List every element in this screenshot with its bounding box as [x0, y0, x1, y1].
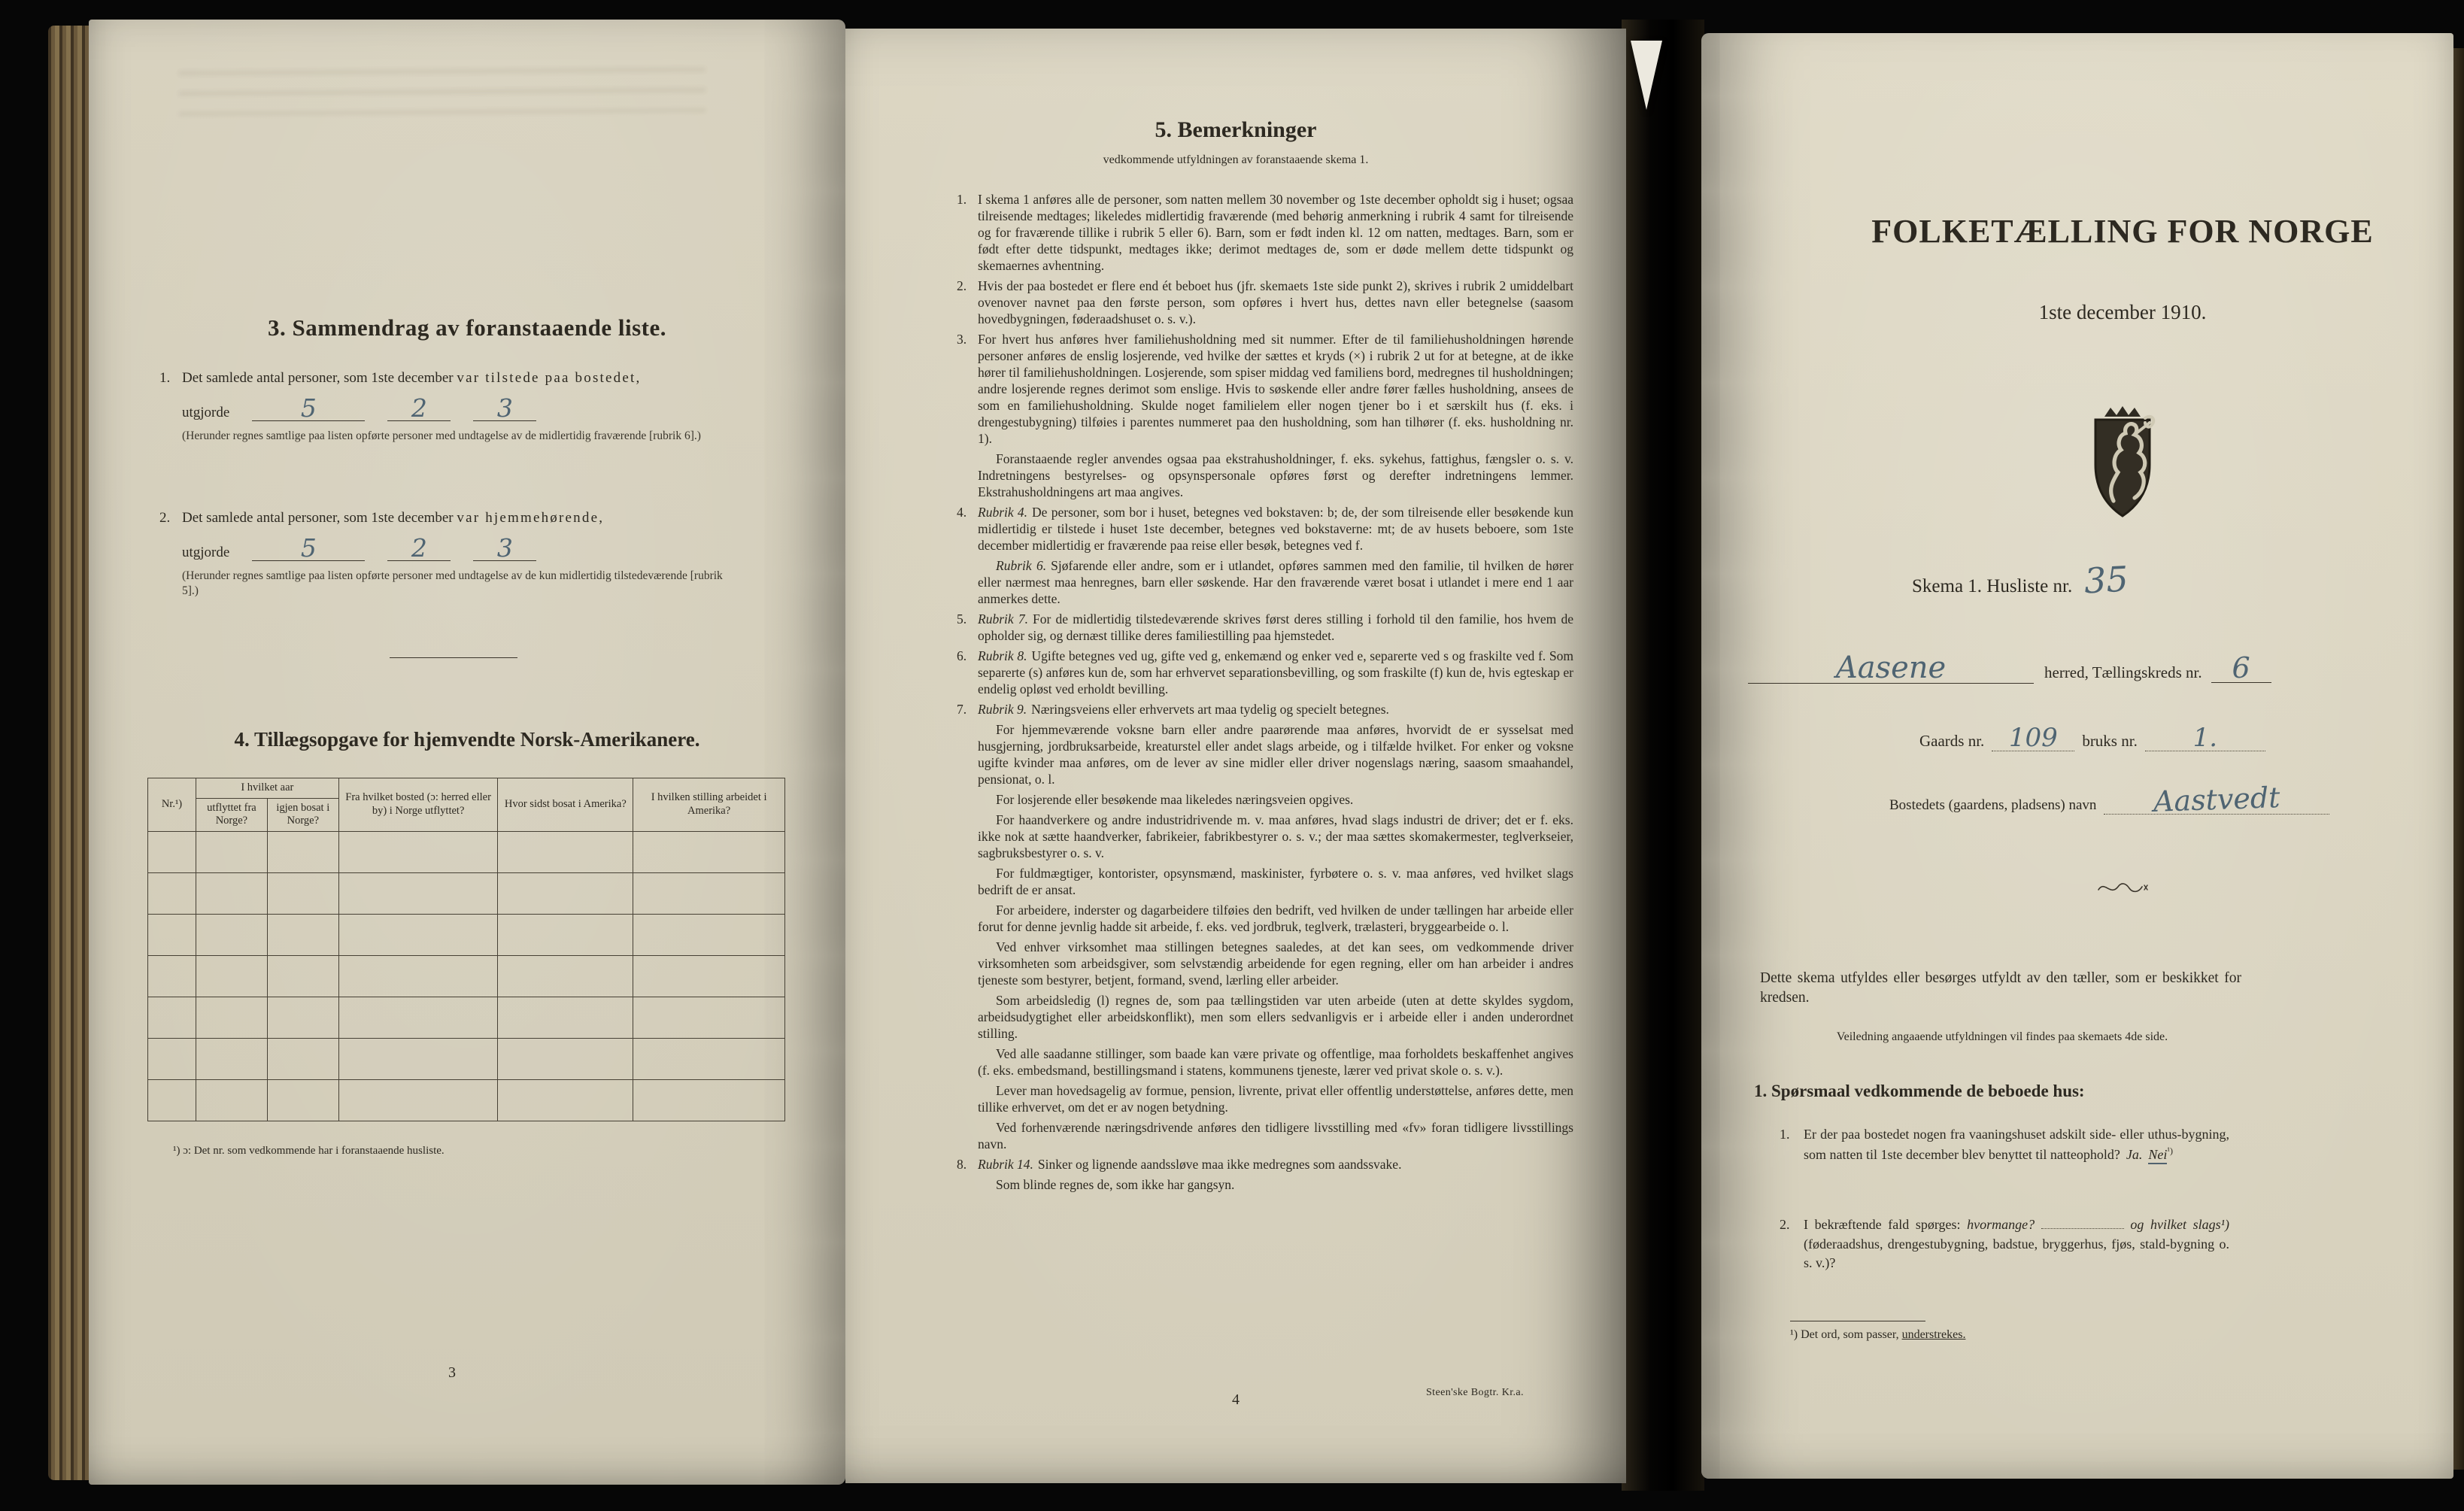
empty-cell — [267, 956, 338, 997]
col-header-year-back: igjen bosat i Norge? — [267, 798, 338, 831]
empty-cell — [633, 1039, 785, 1080]
empty-cell — [148, 873, 196, 915]
right-page — [1701, 33, 2453, 1479]
col-header-where: Hvor sidst bosat i Amerika? — [498, 778, 633, 832]
remark-paragraph — [955, 451, 1573, 500]
remark-paragraph — [955, 939, 1573, 988]
footnote-marker: ¹) — [2167, 1145, 2173, 1156]
table-row — [148, 956, 785, 997]
table-header — [148, 778, 785, 832]
empty-cell — [338, 997, 498, 1039]
remark-paragraph — [955, 791, 1573, 808]
remarks-heading: 5. Bemerkninger — [1155, 117, 1317, 142]
remark-text: Lever man hovedsagelig av formue, pension, livrente, privat eller offentlig understøttelse, anføres dette, men tillike erhvervet, om det er av nogen betydning. — [978, 1083, 1573, 1115]
empty-cell — [633, 997, 785, 1039]
remark-text: Ved alle saadanne stillinger, som baade kan være private og offentlige, maa forholdets beskaffenhet angives (f. eks. embedsmand, bestillingsmand i statens, kommunens tjeneste, lærer ved privat skole o. s. v.). — [978, 1046, 1573, 1078]
empty-cell — [267, 873, 338, 915]
empty-cell — [338, 873, 498, 915]
remarks-list — [955, 191, 1573, 1197]
footnote-underlined-word: understrekes. — [1901, 1328, 1966, 1341]
bruk-label: bruks nr. — [2082, 732, 2138, 750]
table-row — [148, 915, 785, 956]
norsk-amerikanere-table — [147, 778, 785, 1121]
empty-cell — [267, 832, 338, 873]
bookmark-wedge — [1631, 41, 1662, 110]
remark-paragraph — [955, 1119, 1573, 1152]
empty-cell — [633, 915, 785, 956]
handwritten-bosted-name: Aastvedt — [2153, 781, 2281, 818]
question-number: 1. — [1780, 1127, 1790, 1142]
col-header-occupation: I hvilken stilling arbeidet i Amerika? — [633, 778, 785, 832]
remark-paragraph — [955, 648, 1573, 697]
handwritten-kreds-number: 6 — [2232, 651, 2250, 684]
remark-number: 4. — [957, 505, 967, 520]
utgjorde-label: utgjorde — [182, 545, 230, 560]
remark-number: 6. — [957, 648, 967, 663]
remark-paragraph — [955, 557, 1573, 607]
item-number: 2. — [159, 510, 171, 526]
handwritten-gaard-number: 109 — [2008, 723, 2058, 753]
empty-cell — [196, 956, 267, 997]
empty-cell — [633, 832, 785, 873]
empty-cell — [196, 997, 267, 1039]
husliste-label: Husliste nr. — [1986, 576, 2073, 596]
men-blank — [387, 533, 451, 563]
remark-text: Ved enhver virksomhet maa stillingen betegnes saaledes, at det kan sees, om vedkommende driver virksomheten som arbeidsgiver, som selvstændig arbeidende for egen regning, eller om han arbeider i andres tjeneste som bestyrer, betjent, formand, svend, lærling eller arbeider. — [978, 939, 1573, 988]
bosted-row — [1889, 781, 2329, 818]
remark-paragraph — [955, 812, 1573, 861]
handwritten-husliste-number: 35 — [2083, 558, 2130, 602]
footnote — [1790, 1328, 1965, 1342]
norway-lion-icon — [2074, 405, 2171, 523]
remark-number: 1. — [957, 192, 967, 207]
handwritten-herred: Aasene — [1835, 651, 1947, 685]
remarks-subheading: vedkommende utfyldningen av foranstaaende skema 1. — [1103, 153, 1369, 166]
col-header-year-out: utflyttet fra Norge? — [196, 798, 267, 831]
empty-cell — [196, 1039, 267, 1080]
remark-paragraph — [955, 865, 1573, 898]
item-text: Det samlede antal personer, som 1ste december — [182, 510, 454, 526]
empty-cell — [267, 997, 338, 1039]
remark-number: 3. — [957, 332, 967, 347]
empty-cell — [498, 873, 633, 915]
remark-text: For haandverkere og andre industridrivende m. v. maa anføres, hvad slags industri de driver; det er f. eks. ikke nok at sætte haandverker, fabrikeier, fabrikbestyrer o. s. v.; der maa sættes skomakermester, teglverkseier, sagbruksbestyrer o. s. v. — [978, 812, 1573, 860]
handwritten-women: 3 — [496, 393, 513, 423]
empty-cell — [633, 956, 785, 997]
schema-label — [1912, 576, 2072, 597]
bruk-blank — [2145, 725, 2265, 751]
questions-heading-text: Spørsmaal vedkommende de beboede hus: — [1771, 1082, 2085, 1100]
remark-text: De personer, som bor i huset, betegnes ved bokstaven: b; de, der som tilreisende eller besøkende kun midlertidig er tilstede i huset 1ste december, betegnes ved bokstaverne: mt; de av husets beboere, som 1ste december midlertidig er fraværende paa reise eller besøk, betegnes ved f. — [978, 505, 1573, 553]
question-1 — [1780, 1125, 2229, 1164]
remark-text: Som arbeidsledig (l) regnes de, som paa tællingstiden var uten arbeide (uten at dette skyldes sygdom, arbeidsudygtighet eller arbeidskonflikt), men som ellers sedvanligvis er i arbeide eller i anden underordnet stilling. — [978, 993, 1573, 1041]
empty-cell — [148, 832, 196, 873]
handwritten-total: 5 — [300, 393, 317, 423]
empty-cell — [633, 1080, 785, 1121]
col-header-from: Fra hvilket bosted (ɔ: herred eller by) i Norge utflyttet? — [338, 778, 498, 832]
summary-heading: 3. Sammendrag av foranstaaende liste. — [268, 314, 666, 341]
instruction-text: Dette skema utfyldes eller besørges utfyldt av den tæller, som er beskikket for kredsen. — [1760, 970, 2241, 1006]
footnote-text: ¹) Det ord, som passer, — [1790, 1328, 1902, 1341]
question-text: I bekræftende fald spørges: — [1804, 1217, 1968, 1232]
remark-text: Ugifte betegnes ved ug, gifte ved g, enkemænd og enker ved e, separerte ved s og fraskilte ved f. Som separerte (s) anføres kun de, som har erhvervet separationsbevilling, og som fraskilte (f) kun de, hvis egteskap er endelig opløst ved erholdt bevilling. — [978, 648, 1573, 696]
bosted-label: Bostedets (gaardens, pladsens) navn — [1889, 797, 2097, 813]
remark-number: 2. — [957, 278, 967, 293]
remark-paragraph — [955, 721, 1573, 787]
remark-paragraph — [955, 902, 1573, 935]
questions-heading — [1754, 1082, 2085, 1101]
hvilket-slags-label: og hvilket slags¹) — [2130, 1217, 2230, 1232]
table-row — [148, 832, 785, 873]
remark-rubrik-label: Rubrik 14. — [978, 1157, 1033, 1172]
page-number-middle: 4 — [1232, 1391, 1240, 1408]
table-row — [148, 1080, 785, 1121]
gaard-row — [1919, 725, 2265, 751]
kreds-blank — [2211, 651, 2271, 684]
col-header-nr: Nr.¹) — [148, 778, 196, 832]
coat-of-arms — [1784, 405, 2453, 527]
questions-heading-number: 1. — [1754, 1082, 1768, 1100]
table-row — [148, 997, 785, 1039]
page-edges-left — [48, 26, 90, 1480]
remark-paragraph — [955, 331, 1573, 447]
remark-number: 7. — [957, 702, 967, 717]
middle-page — [845, 29, 1626, 1483]
utgjorde-label: utgjorde — [182, 405, 230, 420]
ja-option: Ja. — [2126, 1146, 2143, 1162]
empty-cell — [338, 1080, 498, 1121]
herred-blank — [1748, 653, 2034, 684]
remark-paragraph — [955, 1082, 1573, 1115]
empty-cell — [196, 832, 267, 873]
summary-item-1-note: (Herunder regnes samtlige paa listen opførte personer med undtagelse av de midlertidig fraværende [rubrik 6].) — [182, 429, 701, 442]
remark-number: 8. — [957, 1157, 967, 1172]
total-blank — [252, 533, 365, 563]
remark-text: Sjøfarende eller andre, som er i utlandet, opføres sammen med den familie, til hvilken de hører eller nærmest maa henregnes, barn eller søskende. Har den fraværende været bosat i utlandet i mere end 1 aar anmerkes dette. — [978, 558, 1573, 606]
question-number: 2. — [1780, 1217, 1790, 1232]
bosted-blank — [2104, 781, 2329, 818]
item-text: Det samlede antal personer, som 1ste december — [182, 370, 454, 386]
empty-cell — [267, 1080, 338, 1121]
empty-cell — [633, 873, 785, 915]
remark-text: Hvis der paa bostedet er flere end ét beboet hus (jfr. skemaets 1ste side punkt 2), skrives i rubrik 2 umiddelbart ovenover navnet paa den første person, som opføres i hvert hus, dettes navn eller betegnelse (saasom hovedbygningen, føderaadshuset o. s. v.). — [978, 278, 1573, 326]
summary-item-1-values — [182, 393, 791, 423]
empty-cell — [196, 873, 267, 915]
remark-text: For hjemmeværende voksne barn eller andre paarørende maa anføres, hvorvidt de er sysselsat med husgjerning, jordbruksarbeide, kreaturstel eller andet slags arbeide, og i tilfælde hvilket. For enker og voksne ugifte kvinder maa anføres, om de lever av sine midler eller driver nogenslags næring, saasom smaahandel, pensionat, o. l. — [978, 722, 1573, 787]
summary-item-1-text — [155, 370, 791, 387]
empty-cell — [338, 915, 498, 956]
handwritten-men: 2 — [411, 393, 427, 423]
remark-text: For losjerende eller besøkende maa likeledes næringsveien opgives. — [996, 792, 1354, 807]
book-binding-gap — [1622, 20, 1704, 1491]
item-text-emph: var hjemmehørende, — [457, 510, 605, 526]
handwritten-women: 3 — [496, 533, 513, 563]
remark-paragraph — [955, 701, 1573, 718]
summary-item-2 — [155, 510, 791, 599]
gaard-blank — [1992, 725, 2074, 751]
handwritten-bruk-number: 1. — [2192, 723, 2218, 753]
remark-text: Som blinde regnes de, som ikke har gangsyn. — [996, 1177, 1235, 1192]
remark-number: 5. — [957, 611, 967, 627]
empty-cell — [148, 1039, 196, 1080]
handwritten-men: 2 — [411, 533, 427, 563]
remark-text: For de midlertidig tilstedeværende skrives først deres stilling i forhold til den familie, hos hvem de opholder sig, og dernæst tillike deres familiestilling paa hjemstedet. — [978, 611, 1573, 643]
empty-cell — [267, 1039, 338, 1080]
question-text-parenthetical: (føderaadshus, drengestubygning, badstue, bryggerhus, fjøs, stald-bygning o. s. v.)? — [1804, 1236, 2229, 1271]
census-date: 1ste december 1910. — [2038, 301, 2207, 323]
section-divider — [390, 657, 517, 658]
census-title: FOLKETÆLLING FOR NORGE — [1871, 213, 2374, 250]
table-footnote: ¹) ɔ: Det nr. som vedkommende har i foranstaaende husliste. — [173, 1145, 445, 1157]
question-text: Er der paa bostedet nogen fra vaaningshuset adskilt side- eller uthus-bygning, som natten til 1ste december blev benyttet til natteophold? — [1804, 1127, 2229, 1162]
ornament-divider-icon — [1784, 877, 2453, 902]
remark-paragraph — [955, 191, 1573, 274]
empty-cell — [338, 1039, 498, 1080]
remark-paragraph — [955, 1045, 1573, 1079]
remark-paragraph — [955, 992, 1573, 1042]
empty-cell — [338, 956, 498, 997]
remark-text: I skema 1 anføres alle de personer, som natten mellem 30 november og 1ste december opholdt sig i huset; ogsaa tilreisende medtages; likeledes midlertidig fraværende (med behørig anmerkning i rubrik 4 samt for tilreisende og for fraværende tillike i rubrik 5 eller 6). Barn, som er født inden kl. 12 om natten, medtages. Barn, som er født efter dette tidspunkt, medtages ikke; derimot medtages de, som er døde mellem dette tidspunkt og skemaernes avhentning. — [978, 192, 1573, 273]
remark-rubrik-label: Rubrik 7. — [978, 611, 1028, 627]
remark-rubrik-label: Rubrik 6. — [996, 558, 1047, 573]
empty-cell — [498, 1039, 633, 1080]
item-number: 1. — [159, 370, 171, 386]
remark-paragraph — [955, 504, 1573, 554]
table-row — [148, 873, 785, 915]
empty-cell — [148, 997, 196, 1039]
gaard-label: Gaards nr. — [1919, 732, 1985, 750]
remark-paragraph — [955, 278, 1573, 327]
amerikanere-heading: 4. Tillægsopgave for hjemvendte Norsk-Amerikanere. — [234, 728, 700, 751]
summary-item-2-values — [182, 533, 791, 563]
left-page — [89, 20, 845, 1485]
empty-cell — [196, 1080, 267, 1121]
empty-cell — [498, 1080, 633, 1121]
remark-paragraph — [955, 1156, 1573, 1173]
hvormange-blank — [2041, 1228, 2124, 1229]
question-2 — [1780, 1215, 2230, 1273]
remark-text: Næringsveiens eller erhvervets art maa tydelig og specielt betegnes. — [1031, 702, 1389, 717]
men-blank — [387, 393, 451, 423]
bleedthrough-text — [179, 56, 706, 124]
col-header-year-group: I hvilket aar — [196, 778, 338, 799]
table-body — [148, 832, 785, 1121]
summary-item-2-note: (Herunder regnes samtlige paa listen opførte personer med undtagelse av de kun midlertidig tilstedeværende [rubrik 5].) — [182, 569, 723, 597]
empty-cell — [148, 956, 196, 997]
remark-text: For hvert hus anføres hver familiehusholdning med sit nummer. Efter de til familiehusholdningen hørende personer anføres de enslig losjerende, ved hvilke der sættes et kryds (×) i rubrik 2 ut for at betegne, at de ikke hører til familiehusholdningen. Losjerende, som spiser middag ved familiens bord, medregnes til husholdningen; andre losjerende regnes derimot som enslige. Hvis to søskende eller andre fører fælles husholdning, ansees de som en familiehusholdning. Skulde noget familielem eller nogen tjener bo i et særskilt hus (f. eks. i drengestubygning) tilføies i parentes nummeret paa den husholdning, som han tilhører (f. eks. husholdning nr. 1). — [978, 332, 1573, 446]
women-blank — [473, 533, 536, 563]
women-blank — [473, 393, 536, 423]
remark-text: Foranstaaende regler anvendes ogsaa paa ekstrahusholdninger, f. eks. sykehus, fattighus, fængsler o. s. v. Indretningens bestyrelses- og opsynspersonale opføres først og derefter indretningens lemmer. Ekstrahusholdningens art maa angives. — [978, 451, 1573, 499]
herred-row — [1748, 653, 2271, 684]
guidance-note: Veiledning angaaende utfyldningen vil findes paa skemaets 4de side. — [1836, 1030, 2168, 1043]
remark-text: For arbeidere, inderster og dagarbeidere tilføies den bedrift, ved hvilken de under tællingen har arbeide eller forut for denne jevnlig hadde sit arbeide, f. eks. ved jordbruk, teglverk, trælasteri, bryggearbeide o. l. — [978, 903, 1573, 934]
remark-text: Sinker og lignende aandssløve maa ikke medregnes som aandssvake. — [1037, 1157, 1402, 1172]
nei-option-underlined: Nei — [2148, 1147, 2167, 1164]
empty-cell — [148, 915, 196, 956]
schema-row — [1912, 558, 2130, 602]
summary-item-2-text — [155, 510, 791, 526]
remark-rubrik-label: Rubrik 4. — [978, 505, 1028, 520]
page-number-left: 3 — [448, 1364, 456, 1381]
remark-rubrik-label: Rubrik 8. — [978, 648, 1027, 663]
total-blank — [252, 393, 365, 423]
item-text-emph: var tilstede paa bostedet, — [457, 370, 642, 386]
remark-text: Ved forhenværende næringsdrivende anføres den tidligere livsstilling med «fv» foran tidligere livsstillings navn. — [978, 1120, 1573, 1151]
remark-text: For fuldmægtiger, kontorister, opsynsmænd, maskinister, fyrbøtere o. s. v. maa anføres, ved hvilket slags bedrift de er ansat. — [978, 866, 1573, 897]
table-row — [148, 1039, 785, 1080]
empty-cell — [498, 832, 633, 873]
empty-cell — [267, 915, 338, 956]
printer-imprint: Steen'ske Bogtr. Kr.a. — [1426, 1387, 1524, 1398]
empty-cell — [498, 956, 633, 997]
empty-cell — [498, 915, 633, 956]
remark-paragraph — [955, 1176, 1573, 1193]
summary-item-1 — [155, 370, 791, 444]
empty-cell — [338, 832, 498, 873]
empty-cell — [148, 1080, 196, 1121]
handwritten-total: 5 — [300, 533, 317, 563]
herred-label: herred, Tællingskreds nr. — [2044, 663, 2202, 681]
hvormange-label: hvormange? — [1967, 1217, 2035, 1232]
empty-cell — [196, 915, 267, 956]
empty-cell — [498, 997, 633, 1039]
remark-paragraph — [955, 611, 1573, 644]
remark-rubrik-label: Rubrik 9. — [978, 702, 1027, 717]
schema-number-label: Skema 1. — [1912, 576, 1983, 596]
